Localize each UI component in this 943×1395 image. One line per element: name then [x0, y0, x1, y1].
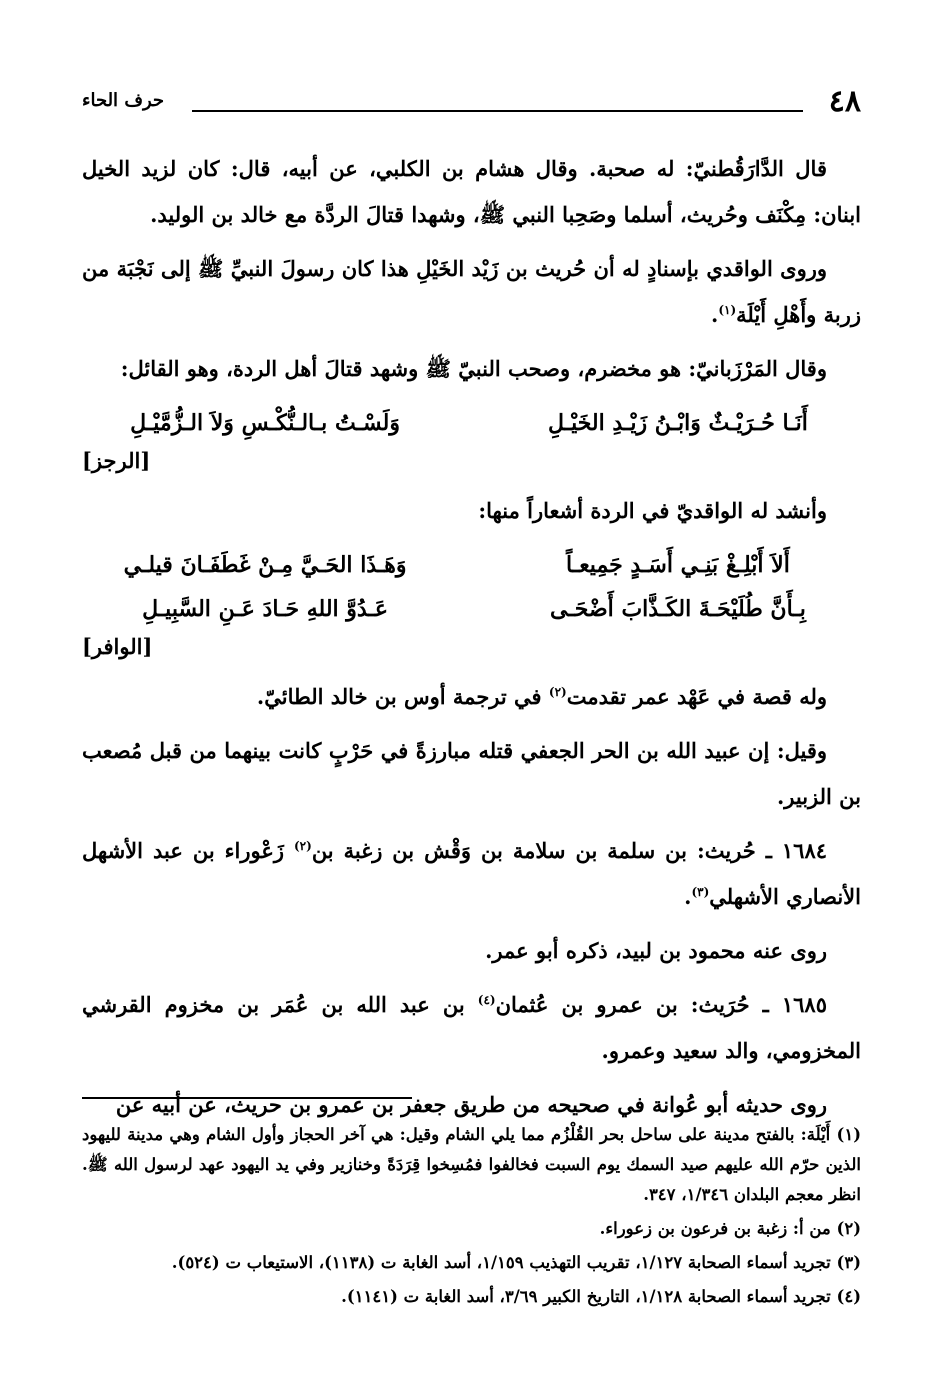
footnote-ref: (٢)	[293, 839, 312, 853]
paragraph-qil: وقيل: إن عبيد الله بن الحر الجعفي قتله مبارزةً في حَرْبٍ كانت بينهما من قبل مُصعب بن الزبير.	[82, 738, 861, 809]
footnotes	[82, 1120, 861, 1316]
footnote-4: (٤) تجريد أسماء الصحابة ١/١٢٨، التاريخ الكبير ٣/٦٩، أسد الغابة ت (١١٤١).	[341, 1287, 861, 1306]
footnote-2: (٢) من أ: زغبة بن فرعون بن زعوراء.	[599, 1219, 861, 1238]
paragraph-marzubani: وقال المَرْزَبانيّ: هو مخضرم، وصحب النبيّ ﷺ وشهد قتالَ أهل الردة، وهو القائل:	[120, 356, 827, 381]
paragraph-text: وله قصة في عَهْد عمر تقدمت	[566, 684, 827, 709]
verse-hemistich-second: عَـدُوَّ اللهِ حَـادَ عَـنِ السَّبِيـلِ	[142, 596, 389, 622]
page-number: ٤٨	[828, 84, 861, 119]
entry-1685	[82, 982, 861, 1074]
page-header	[82, 84, 861, 124]
entry-1684	[82, 828, 861, 920]
running-title: حرف الحاء	[82, 90, 165, 111]
verse-line	[82, 400, 861, 444]
paragraph-waqidi	[82, 246, 861, 338]
verse-hemistich-first: أَلاَ أَبْلِـغْ بَنِـي أَسَـدٍ جَمِيعـاً	[566, 552, 790, 578]
paragraph-ansheda: وأنشد له الواقديّ في الردة أشعاراً منها:	[478, 498, 827, 523]
footnote-ref: (٣)	[691, 885, 710, 899]
verse-hemistich-second: وَهَـذَا الحَـيَّ مِـنْ غَطَفَـانَ قيلـي	[123, 552, 407, 578]
footnote-3: (٣) تجريد أسماء الصحابة ١/١٢٧، تقريب التهذيب ١/١٥٩، أسد الغابة ت (١١٣٨)، الاستيعاب ت (٥٢٤).	[171, 1253, 861, 1272]
entry-text: ١٦٨٤ ـ حُريث: بن سلمة بن سلامة بن وَقْش بن زغبة بن	[311, 838, 828, 863]
paragraph-text-end: .	[711, 302, 719, 327]
verse-line	[82, 586, 861, 630]
verse-line	[82, 542, 861, 586]
paragraph-qissa	[82, 674, 861, 720]
main-text	[82, 146, 861, 1136]
entry-text-end: .	[684, 884, 692, 909]
paragraph-text: وروى الواقدي بإسنادٍ له أن حُريث بن زَيْد الخَيْلِ هذا كان رسولَ النبيِّ ﷺ إلى نَجْبَة من زربة وأَهْلِ أَيْلَة	[82, 256, 861, 327]
paragraph-daraqutni: قال الدَّارَقُطنيّ: له صحبة. وقال هشام بن الكلبي، عن أبيه، قال: كان لزيد الخيل ابنان: مِكْنَف وحُريث، أسلما وصَحِبا النبي ﷺ، وشهدا قتالَ الردَّة مع خالد بن الوليد.	[82, 156, 861, 227]
verse-hemistich-second: وَلَسْـتُ بـالـنُّكْـسِ وَلاَ الـزُّمَّيْـلِ	[130, 410, 400, 436]
entry-text-mid: زَعْوراء بن عبد الأشهل الأنصاري الأشهلي	[82, 838, 861, 909]
footnote-1: (١) أَيْلَة: بالفتح مدينة على ساحل بحر القُلْزُم مما يلي الشام وقيل: هي آخر الحجاز وأول الشام وهي مدينة لليهود الذين حرّم الله عليهم صيد السمك يوم السبت فخالفوا فمُسِخوا قِرَدَةً وخنازير وفي يد اليهود عهد لرسول الله ﷺ. انظر معجم البلدان ١/٣٤٦، ٣٤٧.	[82, 1125, 861, 1204]
footnote-separator	[82, 1097, 412, 1099]
footnote-ref: (١)	[718, 303, 737, 317]
paragraph-rawa-anhu: روى عنه محمود بن لبيد، ذكره أبو عمر.	[485, 938, 827, 963]
entry-text: ١٦٨٥ ـ حُرَيث: بن عمرو بن عُثمان	[495, 992, 827, 1017]
verse-hemistich-first: أَنَـا حُـرَيْـثٌ وَابْـنُ زَيْـدِ الخَيْـلِ	[547, 410, 808, 436]
footnote-ref: (٢)	[548, 685, 567, 699]
footnote-ref: (٤)	[477, 993, 496, 1007]
paragraph-text-end: في ترجمة أوس بن خالد الطائيّ.	[256, 684, 549, 709]
verse-hemistich-first: بِـأَنَّ طُلَيْحَـةَ الكَـذَّابَ أَضْحَـى	[550, 596, 806, 622]
entry-text-end: بن عبد الله بن عُمَر بن مخزوم القرشي المخزومي، والد سعيد وعمرو.	[82, 992, 861, 1063]
paragraph-rawa-hadithahu: روى حديثه أبو عُوانة في صحيحه من طريق جعفر بن عمرو بن حريث، عن أبيه عن	[115, 1092, 827, 1117]
meter-label: [الوافر]	[82, 634, 153, 659]
meter-label: [الرجز]	[82, 448, 151, 473]
header-rule	[192, 110, 803, 112]
